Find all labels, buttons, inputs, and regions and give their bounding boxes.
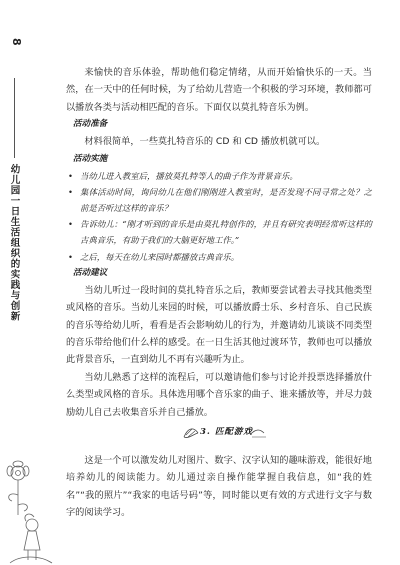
last-content <box>66 452 372 522</box>
impl-item: • 告诉幼儿：“刚才听到的音乐是由莫扎特创作的，并且有研究表明经常听这样的古典音乐，有助于我们的大脑更好地工作。” <box>66 216 372 248</box>
bullet-icon: • <box>68 251 73 262</box>
vertical-rule <box>14 78 15 158</box>
intro-paragraph: 来愉快的音乐体验，帮助他们稳定情绪，从而开始愉快乐的一天。当然，在一天中的任何时候，为了给幼儿营造一个积极的学习环境，教师都可以播放各类与活动相匹配的音乐。下面仅以莫扎特音乐为例。 <box>66 67 372 113</box>
prep-heading: 活动准备 <box>72 119 108 130</box>
running-title: 幼儿园一日生活组织的实践与创新 <box>8 164 20 322</box>
page-number: 8 <box>10 38 23 46</box>
suggest-paragraph-2: 当幼儿熟悉了这样的流程后，可以邀请他们参与讨论并投票选择播放什么类型或风格的音乐。具体选用哪个音乐家的曲子、谁来播放等，并尽力鼓励幼儿自己去收集音乐并自己播放。 <box>66 371 372 418</box>
impl-item: • 集体活动时间，询问幼儿在他们刚刚进入教室时，是否发现不同寻常之处？之前是否听过这样的音乐？ <box>66 184 372 216</box>
impl-item: • 当幼儿进入教室后，播放莫扎特等人的曲子作为背景音乐。 <box>66 168 372 184</box>
section-title: 3. 匹配游戏 <box>200 427 253 437</box>
bullet-icon: • <box>68 170 73 181</box>
impl-list <box>66 168 372 265</box>
flower-girl-illustration-icon <box>0 455 60 565</box>
page-content <box>66 64 372 421</box>
final-paragraph: 这是一个可以激发幼儿对图片、数字、汉字认知的趣味游戏，能很好地培养幼儿的阅读能力。幼儿通过亲自操作能掌握自我信息，如“我的姓名”“我的照片”“我家的电话号码”等，同时能以更有效的方式进行文字与数字的阅读学习。 <box>66 455 372 519</box>
bullet-icon: • <box>68 186 73 197</box>
suggest-paragraph-1: 当幼儿听过一段时间的莫扎特音乐之后，教师要尝试着去寻找其他类型或风格的音乐。当幼儿来园的时候，可以播放爵士乐、乡村音乐、自己民族的音乐等给幼儿听，看看是否会影响幼儿的行为，并邀请幼儿谈谈不同类型的音乐带给他们什么样的感受。在一日生活其他过渡环节，教师也可以播放此背景音乐，一直到幼儿不再有兴趣听为止。 <box>66 284 372 366</box>
section-banner <box>178 423 268 443</box>
suggest-heading: 活动建议 <box>72 267 108 278</box>
prep-text: 材料很简单，一些莫扎特音乐的 CD 和 CD 播放机就可以。 <box>84 136 326 148</box>
bullet-icon: • <box>68 219 73 230</box>
impl-item: • 之后，每天在幼儿来园时都播放古典音乐。 <box>66 249 372 265</box>
impl-heading: 活动实施 <box>72 153 108 164</box>
